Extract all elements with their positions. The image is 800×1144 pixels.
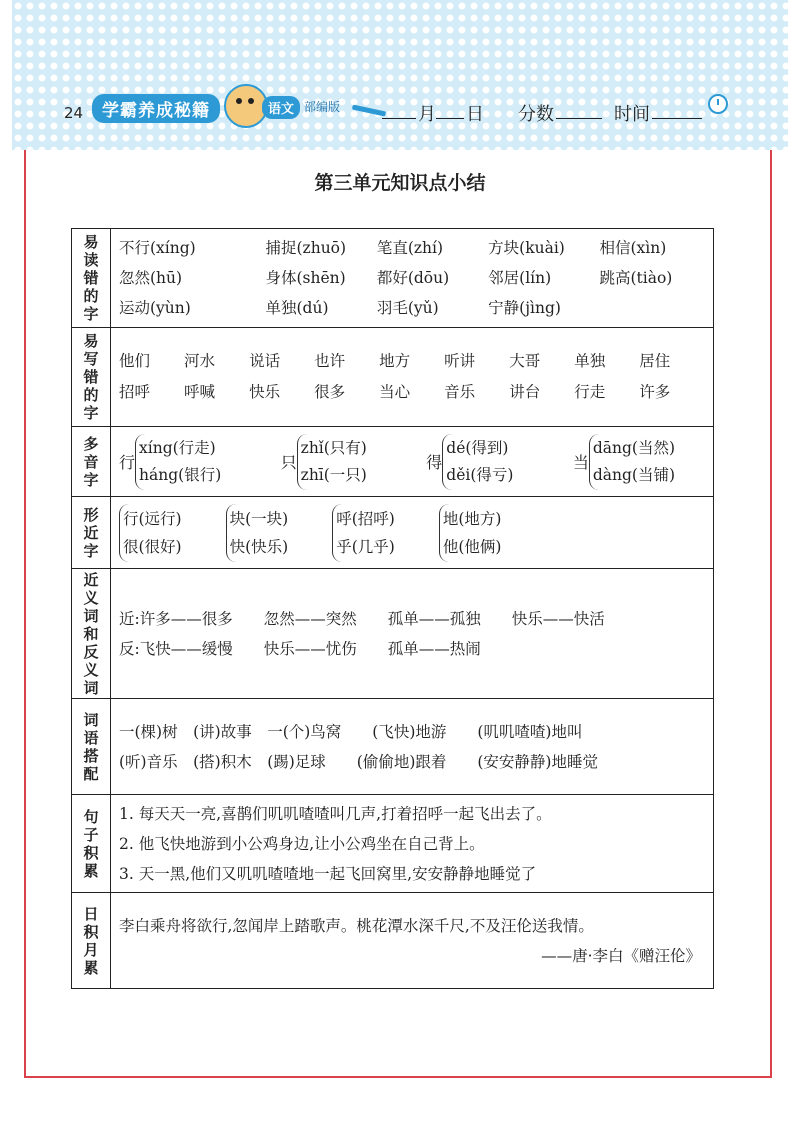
poem-text: 李白乘舟将欲行,忽闻岸上踏歌声。桃花潭水深千尺,不及汪伦送我情。 <box>119 916 594 935</box>
collocation-line: 一(棵)树 (讲)故事 一(个)鸟窝 (飞快)地游 (叽叽喳喳)地叫 <box>119 722 583 741</box>
sentence: 3. 天一黑,他们又叽叽喳喳地一起飞回窝里,安安静静地睡觉了 <box>119 864 537 883</box>
polyphonic-char: 行 <box>119 453 136 472</box>
brand-logo: 学霸养成秘籍 <box>92 94 220 123</box>
reading: dāng(当然) <box>592 438 675 457</box>
list-item: 捕捉(zhuō) <box>265 239 347 257</box>
reading: děi(得亏) <box>446 465 514 484</box>
similar-pair <box>439 504 502 562</box>
score-blank[interactable] <box>556 118 602 119</box>
time-blank[interactable] <box>652 118 702 119</box>
similar-pair <box>226 504 289 562</box>
polyphonic-group <box>426 434 513 490</box>
list-item: 他(他俩) <box>442 537 502 556</box>
list-item: 不行(xíng) <box>119 239 196 257</box>
list-item: 行(远行) <box>123 509 182 528</box>
table-row <box>72 569 714 699</box>
row-label: 日积月累 <box>83 904 99 977</box>
polyphonic-char: 只 <box>280 453 297 472</box>
poem-citation: ——唐·李白《赠汪伦》 <box>541 946 701 965</box>
polyphonic-list <box>119 434 705 490</box>
list-item: 快(快乐) <box>229 537 289 556</box>
row-label: 词语搭配 <box>83 710 99 783</box>
list-item: 乎(几乎) <box>336 537 395 556</box>
day-blank[interactable] <box>436 118 464 119</box>
clock-icon <box>708 94 728 114</box>
reading: zhǐ(只有) <box>300 438 367 457</box>
polyphonic-char: 当 <box>572 453 589 472</box>
list-item: 招呼 <box>119 383 151 401</box>
list-item: 大哥 <box>509 352 541 370</box>
score-label: 分数 <box>518 104 554 125</box>
list-item: 很多 <box>314 383 346 401</box>
summary-table <box>71 228 714 989</box>
list-item: 很(很好) <box>123 537 182 556</box>
easy-read-list <box>119 233 705 323</box>
list-item: 相信(xìn) <box>599 239 667 257</box>
reading: dàng(当铺) <box>592 465 675 484</box>
polyphonic-char: 得 <box>426 453 443 472</box>
list-item: 跳高(tiào) <box>599 269 673 287</box>
list-item: 说话 <box>249 352 281 370</box>
list-item: 当心 <box>379 383 411 401</box>
similar-list <box>119 504 705 562</box>
day-label: 日 <box>466 104 484 125</box>
reading: háng(银行) <box>139 465 222 484</box>
similar-pair <box>119 504 182 562</box>
list-item: 都好(dōu) <box>376 269 450 287</box>
row-label: 形近字 <box>83 505 99 560</box>
list-item: 行走 <box>574 383 606 401</box>
list-item: 呼(招呼) <box>336 509 395 528</box>
reading: zhī(一只) <box>300 465 367 484</box>
table-row <box>72 229 714 328</box>
table-row <box>72 893 714 989</box>
reading: xíng(行走) <box>139 438 216 457</box>
row-label: 句子积累 <box>83 807 99 880</box>
row-label: 近义词和反义词 <box>83 570 99 697</box>
page-title: 第三单元知识点小结 <box>314 172 486 194</box>
table-row <box>72 427 714 497</box>
list-item: 忽然(hū) <box>119 269 183 287</box>
month-label: 月 <box>418 104 436 125</box>
list-item: 居住 <box>639 352 671 370</box>
subject-badge: 语文 <box>262 96 300 119</box>
synonym-line: 近:许多——很多 忽然——突然 孤单——孤独 快乐——快活 <box>119 609 605 628</box>
list-item: 音乐 <box>444 383 476 401</box>
table-row <box>72 795 714 893</box>
polyphonic-group <box>119 434 221 490</box>
list-item: 羽毛(yǔ) <box>376 299 439 317</box>
list-item: 许多 <box>639 383 671 401</box>
sentence: 1. 每天天一亮,喜鹊们叽叽喳喳叫几声,打着招呼一起飞出去了。 <box>119 804 552 823</box>
polyphonic-group <box>573 434 675 490</box>
list-item: 呼喊 <box>184 383 216 401</box>
row-label: 易写错的字 <box>83 332 99 422</box>
list-item: 地方 <box>379 352 411 370</box>
sentence: 2. 他飞快地游到小公鸡身边,让小公鸡坐在自己背上。 <box>119 834 485 853</box>
table-row <box>72 497 714 569</box>
list-item: 快乐 <box>249 383 281 401</box>
time-label: 时间 <box>614 104 650 125</box>
list-item: 运动(yùn) <box>119 299 191 317</box>
list-item: 他们 <box>119 352 151 370</box>
polyphonic-group <box>281 434 367 490</box>
antonym-line: 反:飞快——缓慢 快乐——忧伤 孤单——热闹 <box>119 639 481 658</box>
list-item: 单独 <box>574 352 606 370</box>
list-item: 听讲 <box>444 352 476 370</box>
list-item: 河水 <box>184 352 216 370</box>
list-item: 讲台 <box>509 383 541 401</box>
similar-pair <box>332 504 395 562</box>
list-item: 宁静(jìng) <box>488 299 561 317</box>
month-blank[interactable] <box>382 118 416 119</box>
edition-label: 部编版 <box>304 100 341 114</box>
list-item: 地(地方) <box>442 509 502 528</box>
easy-write-list <box>119 346 705 408</box>
list-item: 块(一块) <box>229 509 289 528</box>
list-item: 也许 <box>314 352 346 370</box>
list-item: 方块(kuài) <box>488 239 565 257</box>
list-item: 单独(dú) <box>265 299 329 317</box>
row-label: 多音字 <box>83 434 99 489</box>
list-item: 笔直(zhí) <box>376 239 444 257</box>
row-label: 易读错的字 <box>83 233 99 323</box>
table-row <box>72 328 714 427</box>
list-item: 身体(shēn) <box>265 269 346 287</box>
list-item: 邻居(lín) <box>488 269 552 287</box>
header-band <box>12 0 788 150</box>
table-row <box>72 699 714 795</box>
reading: dé(得到) <box>446 438 509 457</box>
page-number: 24 <box>64 104 84 122</box>
collocation-line: (听)音乐 (搭)积木 (踢)足球 (偷偷地)跟着 (安安静静)地睡觉 <box>119 752 598 771</box>
